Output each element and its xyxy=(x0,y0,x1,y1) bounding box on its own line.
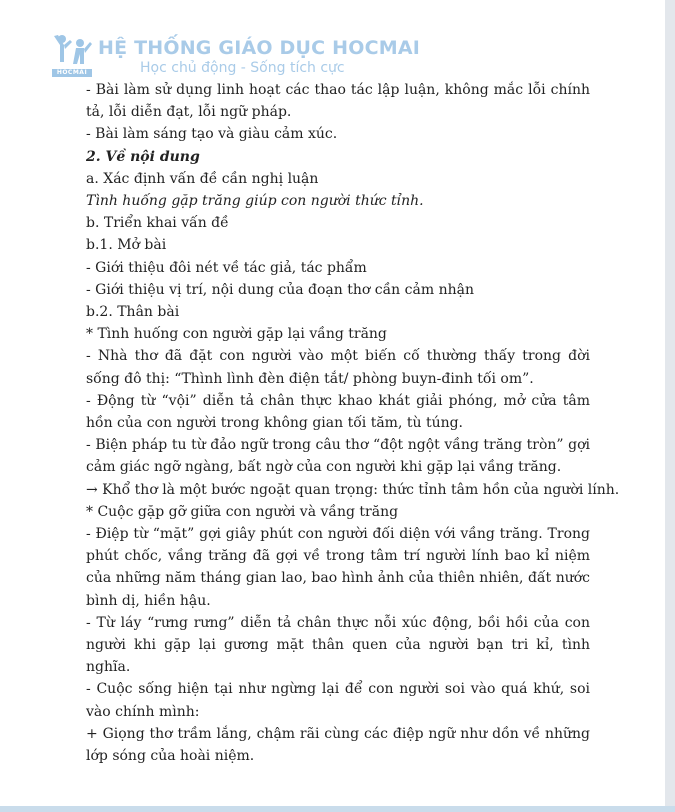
page-shadow xyxy=(665,0,675,812)
text-line: Tình huống gặp trăng giúp con người thức tỉnh. xyxy=(86,193,424,210)
text-line: a. Xác định vấn đề cần nghị luận xyxy=(86,170,319,187)
text-line: b.1. Mở bài xyxy=(86,237,167,254)
text-line: → Khổ thơ là một bước ngoặt quan trọng: thức tỉnh tâm hồn của người lính. xyxy=(86,481,620,498)
text-line: - Giới thiệu đôi nét về tác giả, tác phẩm xyxy=(86,259,367,276)
text-line: * Tình huống con người gặp lại vầng trăng xyxy=(86,326,387,343)
text-line: - Bài làm sử dụng linh hoạt các thao tác lập luận, không mắc lỗi chính tả, lỗi diễn đạt, lỗi ngữ pháp. xyxy=(86,82,590,121)
text-line: + Giọng thơ trầm lắng, chậm rãi cùng các điệp ngữ như dồn về những lớp sóng của hoài niệm. xyxy=(86,725,590,765)
text-line: - Biện pháp tu từ đảo ngữ trong câu thơ “đột ngột vầng trăng tròn” gợi cảm giác ngỡ ngàng, bất ngờ của con người khi gặp lại vầng trăng. xyxy=(86,437,590,476)
logo-title: HỆ THỐNG GIÁO DỤC HOCMAI xyxy=(98,37,420,59)
section-heading: 2. Về nội dung xyxy=(86,148,200,165)
text-line: - Động từ “vội” diễn tả chân thực khao khát giải phóng, mở cửa tâm hồn của con người trong không gian tối tăm, tù túng. xyxy=(86,392,590,432)
page-bottom-bar xyxy=(0,806,675,812)
text-line: - Từ láy “rưng rưng” diễn tả chân thực nỗi xúc động, bồi hồi của con người khi gặp lại gương mặt thân quen của người bạn tri kỉ, tình nghĩa. xyxy=(86,614,590,676)
text-line: - Giới thiệu vị trí, nội dung của đoạn thơ cần cảm nhận xyxy=(86,281,474,298)
text-line: - Cuộc sống hiện tại như ngừng lại để con người soi vào quá khứ, soi vào chính mình: xyxy=(86,681,590,720)
logo-badge: HOCMAI xyxy=(52,69,92,77)
text-line: - Nhà thơ đã đặt con người vào một biến cố thường thấy trong đời sống đô thị: “Thình lình đèn điện tắt/ phòng buyn-đinh tối om”. xyxy=(86,348,590,387)
text-line: * Cuộc gặp gỡ giữa con người và vầng trăng xyxy=(86,503,399,520)
hocmai-logo xyxy=(50,32,430,82)
document-body xyxy=(86,79,620,767)
text-line: b. Triển khai vấn đề xyxy=(86,215,229,232)
text-line: - Bài làm sáng tạo và giàu cảm xúc. xyxy=(86,126,338,143)
text-line: b.2. Thân bài xyxy=(86,304,180,321)
text-line: - Điệp từ “mặt” gợi giây phút con người đối diện với vầng trăng. Trong phút chốc, vầng trăng đã gợi về trong tâm trí người lính bao kỉ niệm của những năm tháng gian lao, bao hình ảnh của thiên nhiên, đất nước bình dị, hiền hậu. xyxy=(86,526,590,609)
logo-slogan: Học chủ động - Sống tích cực xyxy=(140,60,345,76)
